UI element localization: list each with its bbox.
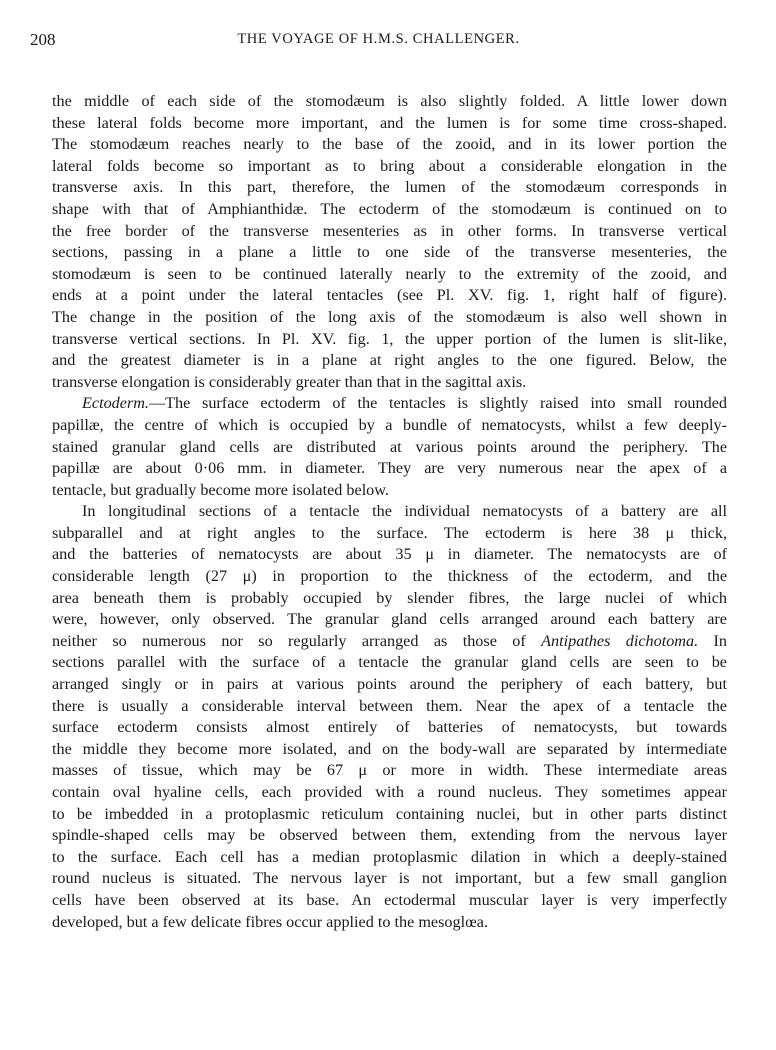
text-line [52,544,727,566]
page-number: 208 [30,30,56,49]
text-line [52,674,727,696]
text-segment: transverse axis. In this part, therefore, the lumen of the stomodæum corresponds in [52,178,727,197]
text-segment: sections, passing in a plane a little to one side of the transverse mesenteries, the [52,243,727,262]
text-segment: there is usually a considerable interval between them. Near the apex of a tentacle the [52,696,727,715]
text-line [52,221,727,243]
text-line [52,912,727,934]
text-line [52,523,727,545]
text-segment: the free border of the transverse mesenteries as in other forms. In transverse vertical [52,221,727,240]
text-segment: lateral folds become so important as to bring about a considerable elongation in the [52,156,727,175]
text-segment: transverse vertical sections. In Pl. XV. fig. 1, the upper portion of the lumen is slit-like, [52,329,727,348]
text-segment: to the surface. Each cell has a median protoplasmic dilation in which a deeply-stained [52,847,727,866]
text-segment: cells have been observed at its base. An ectodermal muscular layer is very imperfectly [52,890,727,909]
text-segment: In longitudinal sections of a tentacle the individual nematocysts of a battery are all [82,502,727,521]
text-line [52,501,727,523]
text-line [52,437,727,459]
text-line [52,329,727,351]
text-line [52,588,727,610]
text-line [52,91,727,113]
text-segment: The change in the position of the long axis of the stomodæum is also well shown in [52,307,727,326]
text-segment: —The surface ectoderm of the tentacles is slightly raised into small rounded [148,394,727,413]
text-segment: and the batteries of nematocysts are about 35 μ in diameter. The nematocysts are of [52,545,727,564]
text-line [52,415,727,437]
text-line [52,177,727,199]
text-segment: were, however, only observed. The granular gland cells arranged around each battery are [52,610,727,629]
text-segment: these lateral folds become more important, and the lumen is for some time cross-shaped. [52,113,727,132]
paragraph [52,393,727,501]
text-segment: arranged singly or in pairs at various points around the periphery of each battery, but [52,675,727,694]
text-segment: subparallel and at right angles to the surface. The ectoderm is here 38 μ thick, [52,523,727,542]
italic-text: Ectoderm. [82,394,149,413]
text-segment: papillæ, the centre of which is occupied by a bundle of nematocysts, whilst a few deeply- [52,415,727,434]
text-line [52,113,727,135]
italic-text: Antipathes dichotoma. [541,631,699,650]
text-line [52,760,727,782]
text-segment: tentacle, but gradually become more isolated below. [52,480,389,499]
text-segment: In [698,631,727,650]
text-line [52,825,727,847]
text-segment: masses of tissue, which may be 67 μ or more in width. These intermediate areas [52,761,727,780]
text-line [52,393,727,415]
paragraph [52,501,727,933]
text-line [52,609,727,631]
text-segment: spindle-shaped cells may be observed between them, extending from the nervous layer [52,826,727,845]
text-line [52,566,727,588]
body-text [52,91,727,933]
text-segment: to be imbedded in a protoplasmic reticulum containing nuclei, but in other parts distinct [52,804,727,823]
text-segment: surface ectoderm consists almost entirely of batteries of nematocysts, but towards [52,718,727,737]
text-segment: ends at a point under the lateral tentacles (see Pl. XV. fig. 1, right half of figure). [52,286,727,305]
text-line [52,631,727,653]
text-line [52,804,727,826]
text-line [52,696,727,718]
text-line [52,350,727,372]
text-segment: papillæ are about 0·06 mm. in diameter. They are very numerous near the apex of a [52,459,727,478]
text-line [52,890,727,912]
text-line [52,717,727,739]
text-segment: sections parallel with the surface of a tentacle the granular gland cells are seen to be [52,653,727,672]
text-line [52,242,727,264]
text-segment: stomodæum is seen to be continued laterally nearly to the extremity of the zooid, and [52,264,727,283]
text-segment: considerable length (27 μ) in proportion to the thickness of the ectoderm, and the [52,567,727,586]
text-line [52,480,727,502]
text-line [52,739,727,761]
text-segment: transverse elongation is considerably greater than that in the sagittal axis. [52,372,527,391]
text-segment: shape with that of Amphianthidæ. The ectoderm of the stomodæum is continued on to [52,199,727,218]
text-line [52,156,727,178]
text-segment: contain oval hyaline cells, each provided with a round nucleus. They sometimes appear [52,783,727,801]
text-line [52,847,727,869]
text-line [52,458,727,480]
running-header [30,30,727,52]
text-line [52,199,727,221]
text-line [52,652,727,674]
text-line [52,285,727,307]
text-line [52,264,727,286]
text-line [52,307,727,329]
text-segment: round nucleus is situated. The nervous layer is not important, but a few small ganglion [52,869,727,888]
text-line [52,782,727,804]
text-segment: developed, but a few delicate fibres occur applied to the mesoglœa. [52,912,488,931]
text-segment: the middle of each side of the stomodæum is also slightly folded. A little lower down [52,92,727,110]
text-segment: and the greatest diameter is in a plane at right angles to the one figured. Below, the [52,351,727,370]
text-segment: neither so numerous nor so regularly arranged as those of [52,631,542,650]
paragraph [52,91,727,393]
text-line [52,868,727,890]
running-title: THE VOYAGE OF H.M.S. CHALLENGER. [237,31,520,47]
text-segment: The stomodæum reaches nearly to the base of the zooid, and in its lower portion the [52,135,727,154]
text-segment: stained granular gland cells are distributed at various points around the periphery. The [52,437,727,456]
text-segment: the middle they become more isolated, and on the body-wall are separated by intermediate [52,739,727,758]
text-line [52,372,727,394]
text-line [52,134,727,156]
text-segment: area beneath them is probably occupied by slender fibres, the large nuclei of which [52,588,727,607]
